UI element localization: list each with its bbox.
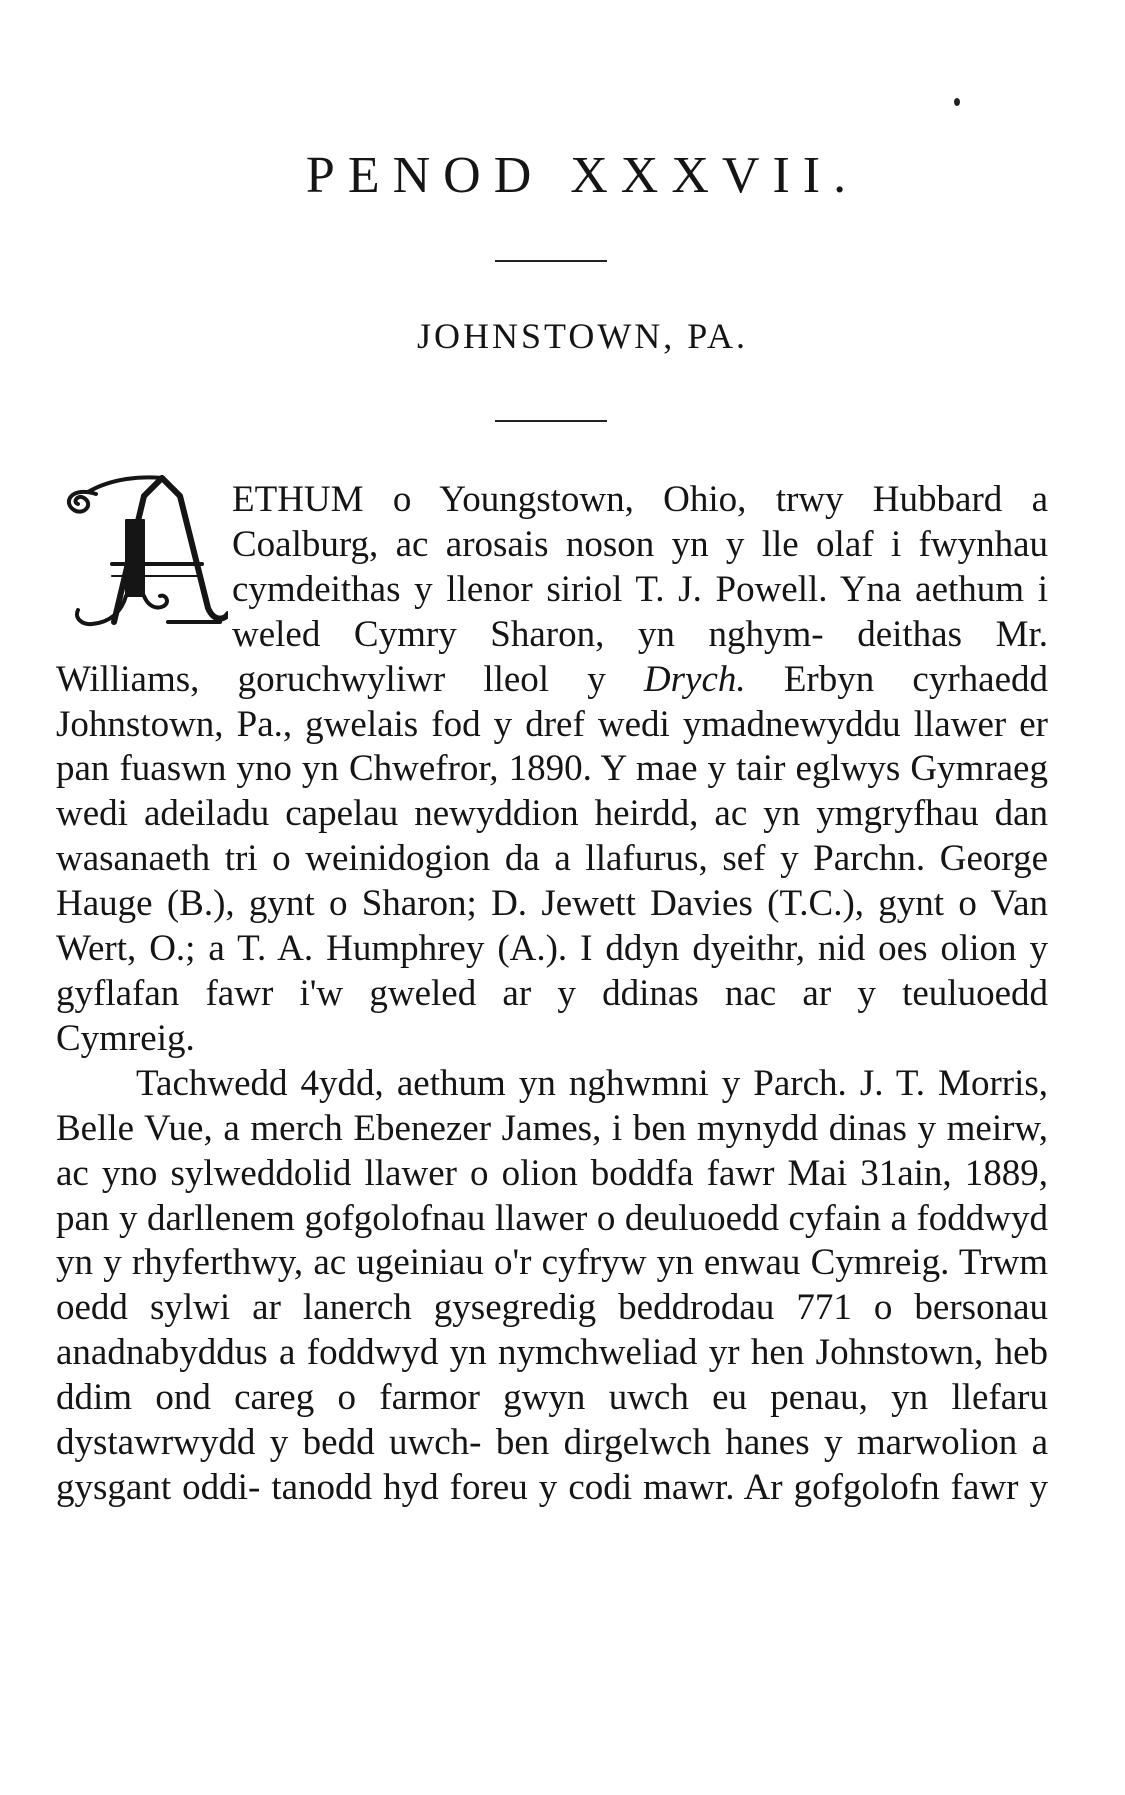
p2-line-5: gofgolofnau llawer o deuluoedd cyfain a foddwyd yn y: [56, 1197, 1049, 1284]
p1-line-3: i fwynhau cymdeithas y llenor siriol T. J.: [232, 523, 1049, 610]
p2-line-3: ben mynydd dinas y meirw, ac yno sylweddolid llawer: [56, 1107, 1048, 1194]
p1-line-7: wedi ymadnewyddu llawer er pan fuaswn yno yn: [56, 703, 1048, 790]
p1-line-15: Cymreig.: [56, 1017, 195, 1059]
p1-line-6: Erbyn cyrhaedd Johnstown, Pa., gwelais fod y dref: [56, 658, 1048, 745]
p1-line-2: a Coalburg, ac arosais noson yn y lle olaf: [232, 479, 1048, 565]
chapter-title: PENOD XXXVII.: [305, 147, 860, 204]
p2-line-9: yr hen Johnstown, heb ddim ond careg o farmor gwyn: [56, 1332, 1049, 1419]
paragraph-1-end: [56, 1017, 1048, 1062]
p2-line-2: J. T. Morris, Belle Vue, a merch Ebenezer James, i: [56, 1062, 1049, 1149]
p1-line-14: gyflafan fawr i'w gweled ar y ddinas nac ar y teuluoedd: [56, 972, 1048, 1014]
body-text: [56, 478, 1048, 1511]
p2-line-10: uwch eu penau, yn llefaru dystawrwydd y bedd uwch-: [56, 1377, 1048, 1464]
p2-line-11: ben dirgelwch hanes y marwolion a gysgant oddi-: [56, 1422, 1049, 1508]
p2-line-1: Tachwedd 4ydd, aethum yn nghwmni y Parch.: [136, 1062, 847, 1104]
title-rule-top: [495, 260, 607, 262]
p1-line-8: Chwefror, 1890. Y mae y tair eglwys Gymraeg wedi: [56, 748, 1048, 835]
p2-line-12: tanodd hyd foreu y codi mawr. Ar gofgolofn fawr y: [271, 1466, 1048, 1508]
p1-line-4: Powell. Yna aethum i weled Cymry Sharon, yn nghym-: [232, 568, 1048, 655]
p2-line-4: o olion boddfa fawr Mai 31ain, 1889, pan y darllenem: [56, 1152, 1048, 1239]
p2-line-7: Trwm oedd sylwi ar lanerch gysegredig beddrodau 771: [56, 1242, 1048, 1329]
p2-line-8: o bersonau anadnabyddus a foddwyd yn nymchweliad: [56, 1287, 1048, 1374]
p1-line-10: dan wasanaeth tri o weinidogion da a llafurus, sef: [56, 793, 1049, 880]
paragraph-2: [56, 1062, 1048, 1511]
title-rule-bottom: [495, 420, 607, 422]
p1-line-12: Jewett Davies (T.C.), gynt o Van Wert, O.; a T. A.: [56, 883, 1048, 970]
drop-cap-a-icon: [52, 472, 228, 630]
p1-italic-drych: Drych.: [643, 658, 746, 700]
p1-line-1: ETHUM o Youngstown, Ohio, trwy Hubbard: [232, 479, 1003, 520]
p1-line-5: deithas Mr. Williams, goruchwyliwr lleol y: [56, 613, 1048, 700]
place-title: JOHNSTOWN, PA.: [416, 316, 749, 356]
ink-speck: [954, 98, 960, 106]
p1-line-11: y Parchn. George Hauge (B.), gynt o Sharon; D.: [56, 838, 1049, 925]
p1-line-9: adeiladu capelau newyddion heirdd, ac yn ymgryfhau: [143, 793, 979, 835]
p2-line-6: rhyferthwy, ac ugeiniau o'r cyfryw yn enwau Cymreig.: [131, 1242, 950, 1284]
p1-line-13: Humphrey (A.). I ddyn dyeithr, nid oes olion y: [326, 928, 1048, 970]
